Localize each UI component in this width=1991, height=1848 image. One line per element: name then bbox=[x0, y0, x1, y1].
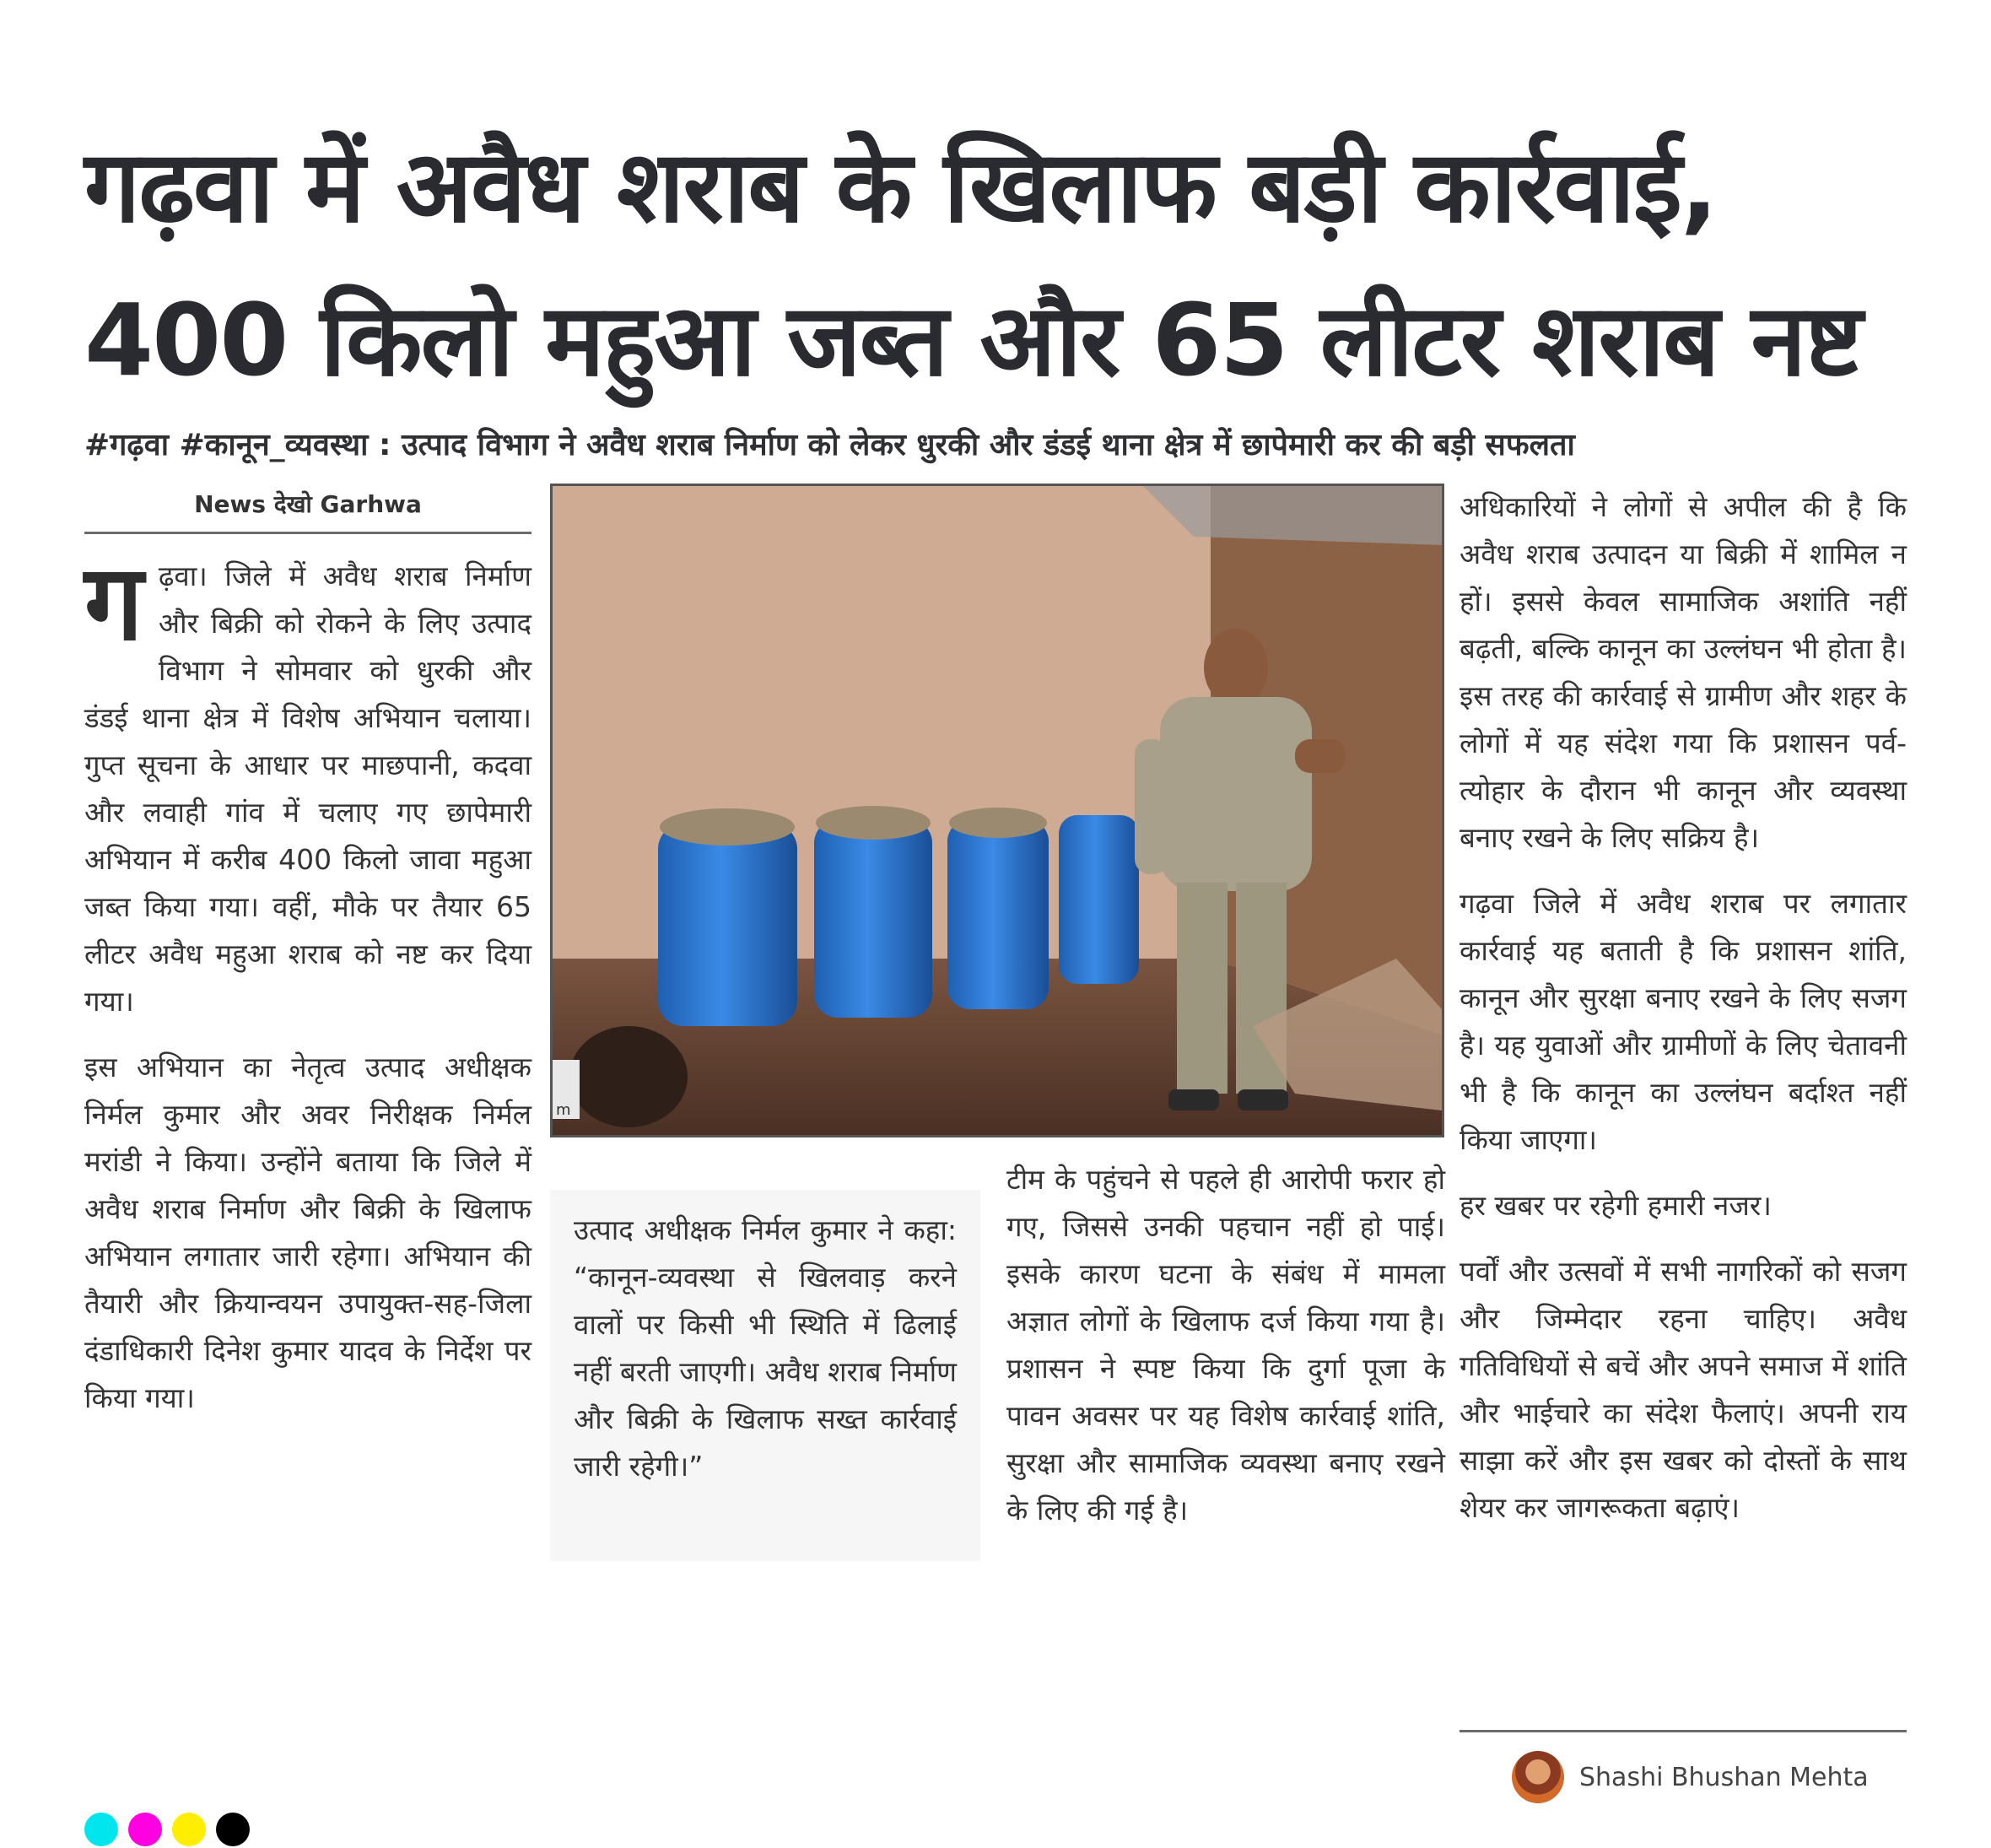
subheadline: #गढ़वा #कानून_व्यवस्था : उत्पाद विभाग ने अवैध शराब निर्माण को लेकर धुरकी और डंडई थाना क्षेत्र में छापेमारी कर की बड़ी सफलता bbox=[84, 428, 1575, 462]
byline-divider bbox=[84, 532, 531, 534]
byline: News देखो Garhwa bbox=[194, 490, 422, 518]
avatar bbox=[1512, 1751, 1564, 1803]
magenta-dot bbox=[128, 1813, 162, 1846]
headline: गढ़वा में अवैध शराब के खिलाफ बड़ी कार्रवाई, 400 किलो महुआ जब्त और 65 लीटर शराब नष्ट bbox=[84, 128, 1862, 398]
article-photo bbox=[550, 484, 1444, 1137]
paragraph: टीम के पहुंचने से पहले ही आरोपी फरार हो गए, जिससे उनकी पहचान नहीं हो पाई। इसके कारण घटना के संबंध में मामला अज्ञात लोगों के खिलाफ दर्ज किया गया है। प्रशासन ने स्पष्ट किया कि दुर्गा पूजा के पावन अवसर पर यह विशेष कार्रवाई शांति, सुरक्षा और सामाजिक व्यवस्था बनाए रखने के लिए की गई है। bbox=[1006, 1163, 1445, 1526]
author-divider bbox=[1460, 1730, 1907, 1732]
yellow-dot bbox=[172, 1813, 206, 1846]
pull-quote: उत्पाद अधीक्षक निर्मल कुमार ने कहा: “कानून-व्यवस्था से खिलवाड़ करने वालों पर किसी भी स्थिति में ढिलाई नहीं बरती जाएगी। अवैध शराब निर्माण और बिक्री के खिलाफ सख्त कार्रवाई जारी रहेगी।” bbox=[550, 1190, 980, 1561]
photo-illustration bbox=[553, 486, 1442, 1135]
paragraph-text: ढ़वा। जिले में अवैध शराब निर्माण और बिक्री को रोकने के लिए उत्पाद विभाग ने सोमवार को धुरकी और डंडई थाना क्षेत्र में विशेष अभियान चलाया। गुप्त सूचना के आधार पर माछपानी, कदवा और लवाही गांव में चलाए गए छापेमारी अभियान में करीब 400 किलो जावा महुआ जब्त किया गया। वहीं, मौके पर तैयार 65 लीटर अवैध महुआ शराब को नष्ट कर दिया गया। bbox=[84, 559, 531, 1018]
photo-mark: m bbox=[556, 1101, 571, 1119]
author-credit bbox=[1512, 1751, 1869, 1803]
column-1 bbox=[84, 543, 531, 1440]
column-3 bbox=[1006, 1156, 1445, 1553]
paragraph: पर्वों और उत्सवों में सभी नागरिकों को सजग और जिम्मेदार रहना चाहिए। अवैध गतिविधियों से बचें और अपने समाज में शांति और भाईचारे का संदेश फैलाएं। अपनी राय साझा करें और इस खबर को दोस्तों के साथ शेयर कर जागरूकता बढ़ाएं। bbox=[1460, 1255, 1907, 1524]
column-4 bbox=[1460, 484, 1907, 1550]
paragraph: इस अभियान का नेतृत्व उत्पाद अधीक्षक निर्मल कुमार और अवर निरीक्षक निर्मल मरांडी ने किया। उन्होंने बताया कि जिले में अवैध शराब निर्माण और बिक्री के खिलाफ अभियान लगातार जारी रहेगा। अभियान की तैयारी और क्रियान्वयन उपायुक्त-सह-जिला दंडाधिकारी दिनेश कुमार यादव के निर्देश पर किया गया। bbox=[84, 1051, 531, 1414]
paragraph: गढ़वा जिले में अवैध शराब पर लगातार कार्रवाई यह बताती है कि प्रशासन शांति, कानून और सुरक्षा बनाए रखने के लिए सजग है। यह युवाओं और ग्रामीणों के लिए चेतावनी भी है कि कानून का उल्लंघन बर्दाश्त नहीं किया जाएगा। bbox=[1460, 887, 1907, 1156]
author-name: Shashi Bhushan Mehta bbox=[1579, 1762, 1869, 1792]
paragraph: अधिकारियों ने लोगों से अपील की है कि अवैध शराब उत्पादन या बिक्री में शामिल न हों। इससे केवल सामाजिक अशांति नहीं बढ़ती, बल्कि कानून का उल्लंघन भी होता है। इस तरह की कार्रवाई से ग्रामीण और शहर के लोगों में यह संदेश गया कि प्रशासन पर्व-त्योहार के दौरान भी कानून और व्यवस्था बनाए रखने के लिए सक्रिय है। bbox=[1460, 490, 1907, 854]
drop-cap: ग bbox=[84, 543, 143, 664]
paragraph bbox=[84, 543, 531, 1025]
cyan-dot bbox=[84, 1813, 118, 1846]
black-dot bbox=[216, 1813, 250, 1846]
paragraph: हर खबर पर रहेगी हमारी नजर। bbox=[1460, 1189, 1772, 1222]
